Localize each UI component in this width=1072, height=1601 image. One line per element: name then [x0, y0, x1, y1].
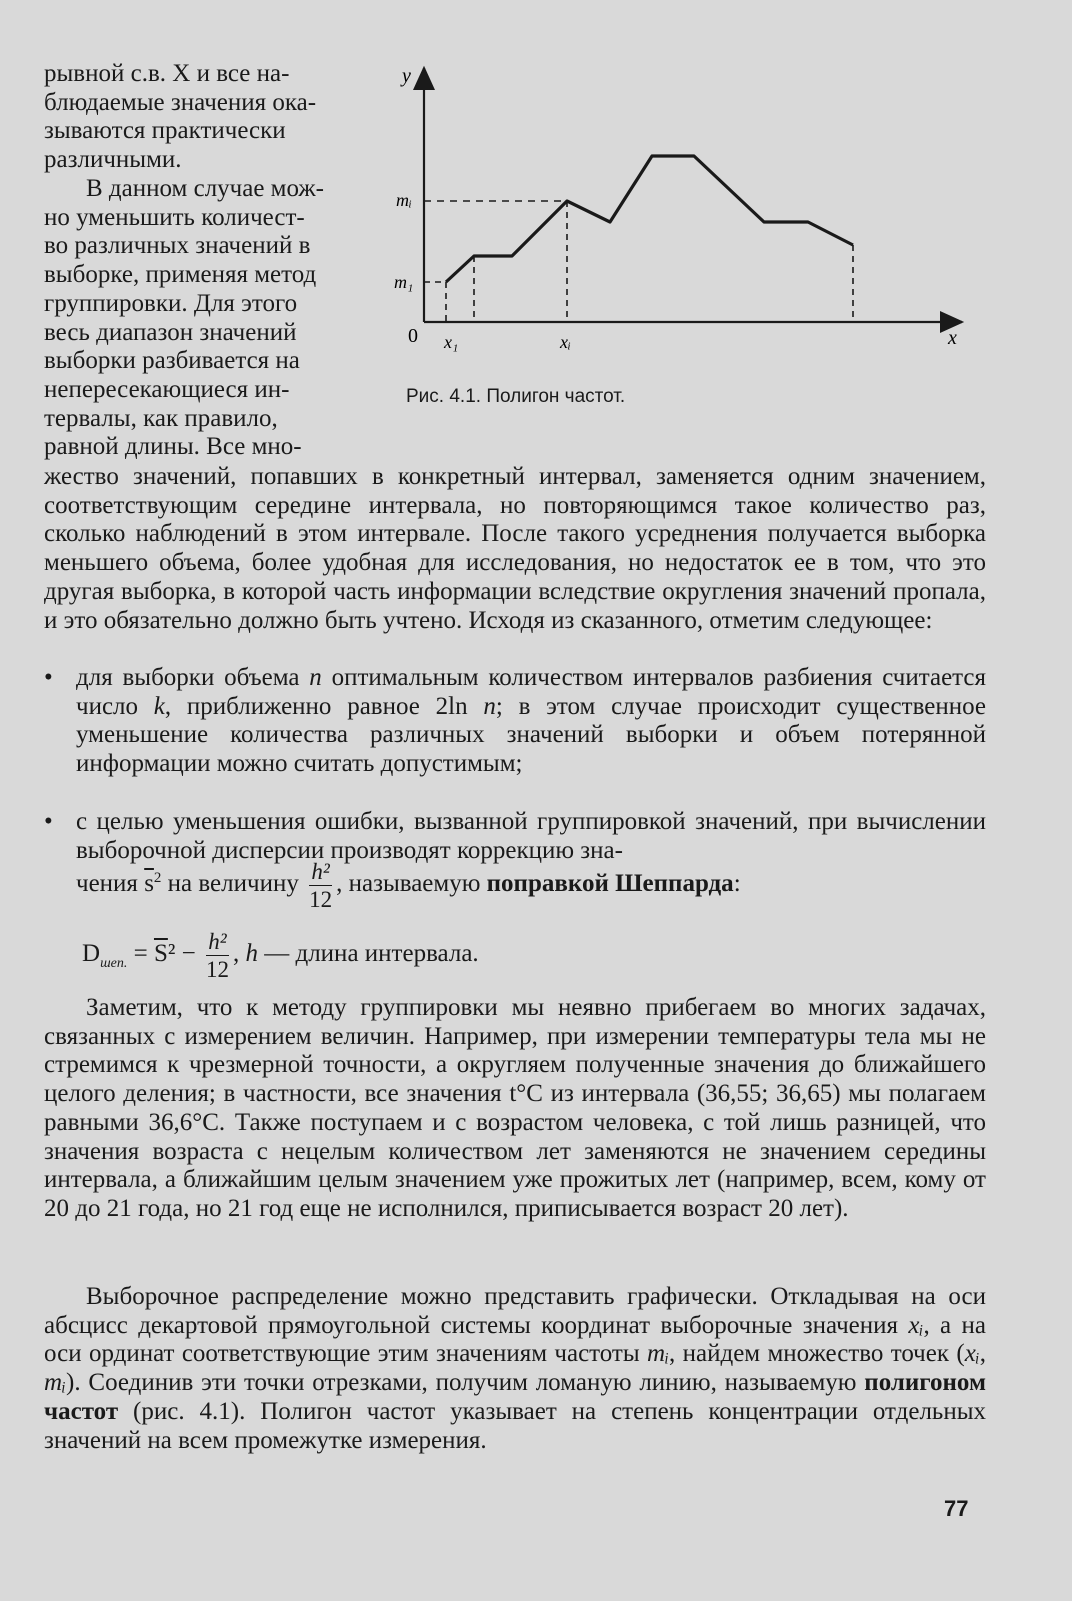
sheppard-formula: $D_{шеп.} = \overline{S}^2$ − $\frac{\text{h²}}{12}$ , h — длина интервала. [82, 929, 479, 982]
polygon-line [446, 156, 853, 282]
bullet-marker: • [44, 808, 53, 835]
sheppard-fraction: $\frac{\text{h²}}{12}$ [309, 859, 333, 912]
bullet-1: для выборки объема n оптимальным количеством интервалов разбиения считается число k, приближенно равное 2ln n; в этом случае происходит существенное уменьшение количества различных значений выборки и объем потерянной информации можно считать допустимым; [76, 664, 986, 778]
origin-label: 0 [408, 325, 418, 347]
bullet-marker: • [44, 664, 53, 691]
formula-fraction: $\frac{\text{h²}}{12}$ [205, 929, 229, 982]
x-axis-label: x [948, 327, 957, 349]
xi-label: xᵢ [560, 332, 571, 352]
top-left-text: рывной с.в. X и все на- блюдаемые значения ока- зываются практически различными. [44, 60, 317, 174]
m1-label: m₁ [394, 272, 414, 292]
bullet-2: с целью уменьшения ошибки, вызванной группировкой значений, при вычислении выборочной дисперсии производят коррекцию зна- [76, 808, 986, 864]
x1-label: x₁ [444, 332, 459, 352]
figure-caption: Рис. 4.1. Полигон частот. [406, 386, 626, 407]
page-number: 77 [944, 1496, 969, 1521]
paragraph-polygon: Выборочное распределение можно представить графически. Откладывая на оси абсцисс декартовой прямоугольной системы координат выборочные значения xᵢ, а на оси ординат соответствующие этим значениям частоты mᵢ, найдем множество точек (xᵢ, mᵢ). Соединив эти точки отрезками, получим ломаную линию, называемую полигоном частот (рис. 4.1). Полигон частот указывает на степень концентрации отдельных значений на всем промежутке измерения. [44, 1283, 986, 1454]
paragraph-continuation: жество значений, попавших в конкретный интервал, заменяется одним значением, соответствующим середине интервала, но повторяющимся такое количество раз, сколько наблюдений в этом интервале. После такого усреднения получается выборка меньшего объема, более удобная для исследования, но недостаток ее в том, что это другая выборка, в которой часть информации вследствие округления значений пропала, и это обязательно должно быть учтено. Исходя из сказанного, отметим следующее: [44, 463, 986, 634]
y-axis-label: y [402, 65, 411, 87]
side-paragraph: В данном случае мож- но уменьшить количест- во различных значений в выборке, применяя метод группировки. Для этого весь диапазон значений выборки разбивается на непересекающиеся ин- тервалы, как правило, равной длины. Все мно- [44, 175, 324, 461]
bullet-2-line2: чения $\overline{s}^2$ на величину $\frac{\text{h²}}{12}$ , называемую поправкой Шеппарда: [76, 859, 741, 912]
frequency-polygon-figure [388, 60, 988, 360]
mi-label: mᵢ [396, 190, 412, 210]
paragraph-grouping: Заметим, что к методу группировки мы неявно прибегаем во многих задачах, связанных с измерением величин. Например, при измерении температуры тела мы не стремимся к чрезмерной точности, а округляем полученные значения до ближайшего целого деления; в частности, все значения t°C из интервала (36,55; 36,65) мы полагаем равными 36,6°C. Также поступаем и с возрастом человека, с той лишь разницей, что значения возраста с нецелым количеством лет заменяются не значением середины интервала, а ближайшим целым значением уже прожитых лет (например, всем, кому от 20 до 21 года, но 21 год еще не исполнился, приписывается возраст 20 лет). [44, 994, 986, 1222]
